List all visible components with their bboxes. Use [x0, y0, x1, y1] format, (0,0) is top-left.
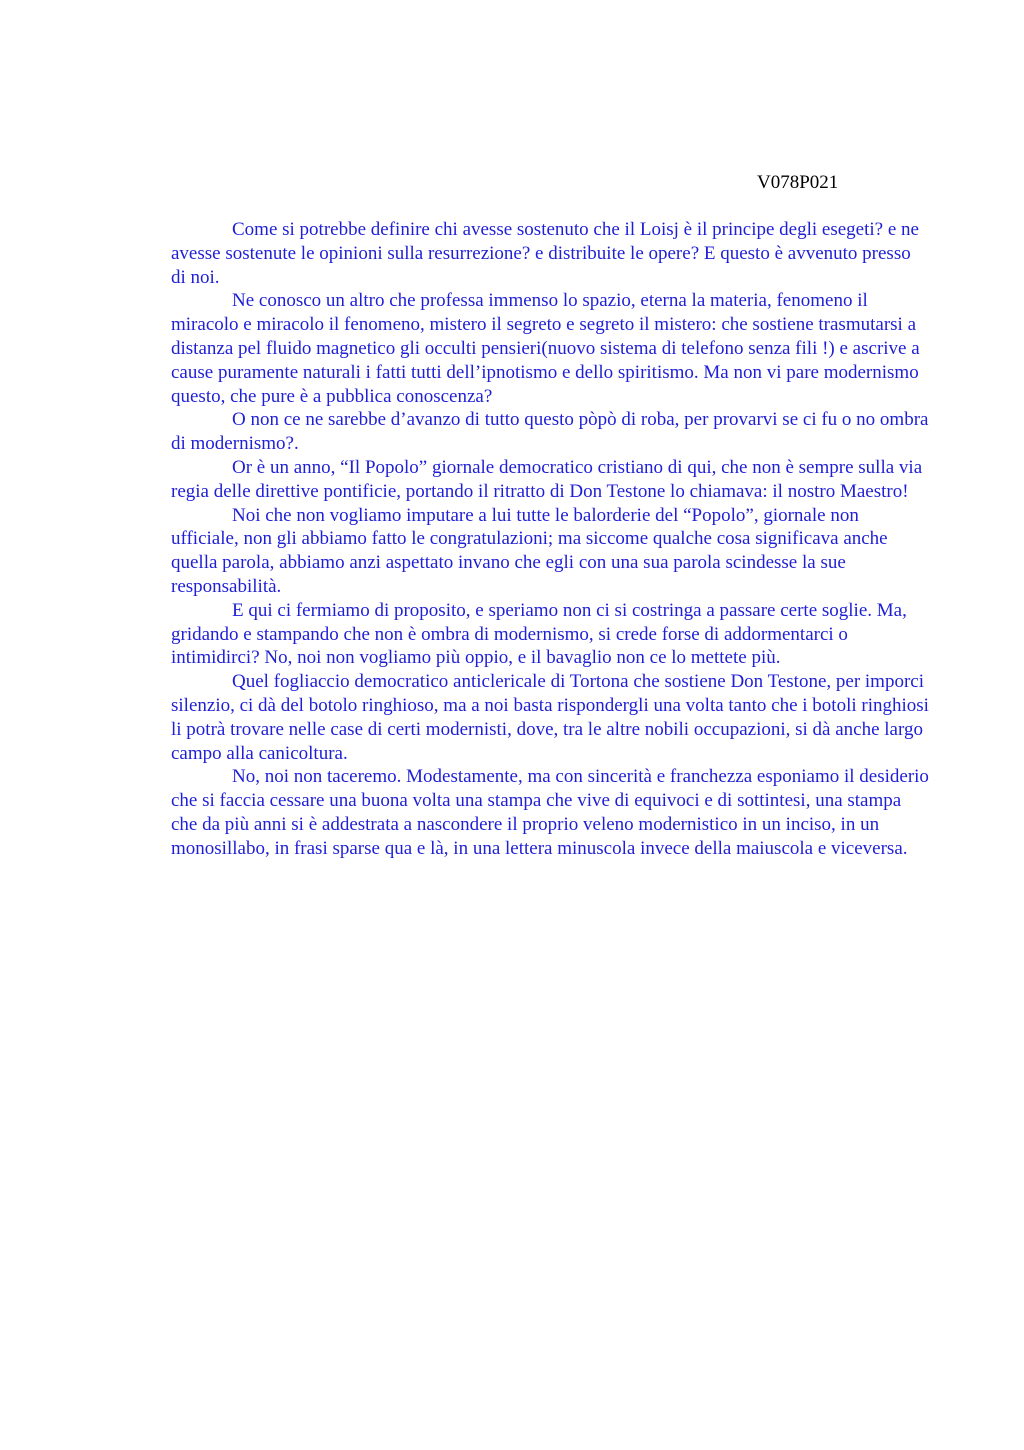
paragraph: Or è un anno, “Il Popolo” giornale democratico cristiano di qui, che non è sempre sulla via regia delle direttive pontificie, portando il ritratto di Don Testone lo chiamava: il nostro Maestro!	[171, 456, 923, 502]
page-code: V078P021	[757, 172, 839, 193]
paragraph: No, noi non taceremo. Modestamente, ma con sincerità e franchezza esponiamo il desiderio che si faccia cessare una buona volta una stampa che vive di equivoci e di sottintesi, una stampa che da più anni si è addestrata a nascondere il proprio veleno modernistico in un inciso, in un monosillabo, in frasi sparse qua e là, in una lettera minuscola invece della maiuscola e viceversa.	[171, 766, 929, 859]
paragraph: Noi che non vogliamo imputare a lui tutte le balorderie del “Popolo”, giornale non ufficiale, non gli abbiamo fatto le congratulazioni; ma siccome qualche cosa significava anche quella parola, abbiamo anzi aspettato invano che egli con una sua parola scindesse la sue responsabilità.	[171, 504, 888, 597]
paragraph: E qui ci fermiamo di proposito, e speriamo non ci si costringa a passare certe soglie. Ma, gridando e stampando che non è ombra di modernismo, si crede forse di addormentarci o intimidirci? No, noi non vogliamo più oppio, e il bavaglio non ce lo mettete più.	[171, 599, 907, 669]
paragraph: Quel fogliaccio democratico anticlericale di Tortona che sostiene Don Testone, per imporci silenzio, ci dà del botolo ringhioso, ma a noi basta rispondergli una volta tanto che i botoli ringhiosi li potrà trovare nelle case di certi modernisti, dove, tra le altre nobili occupazioni, si dà anche largo campo alla canicoltura.	[171, 671, 929, 764]
body-text	[171, 218, 930, 861]
paragraph: Ne conosco un altro che professa immenso lo spazio, eterna la materia, fenomeno il miracolo e miracolo il fenomeno, mistero il segreto e segreto il mistero: che sostiene trasmutarsi a distanza pel fluido magnetico gli occulti pensieri(nuovo sistema di telefono senza fili !) e ascrive a cause puramente naturali i fatti tutti dell’ipnotismo e dello spiritismo. Ma non vi pare modernismo questo, che pure è a pubblica conoscenza?	[171, 290, 920, 407]
paragraph: O non ce ne sarebbe d’avanzo di tutto questo pòpò di roba, per provarvi se ci fu o no ombra di modernismo?.	[171, 409, 929, 455]
paragraph: Come si potrebbe definire chi avesse sostenuto che il Loisj è il principe degli esegeti? e ne avesse sostenute le opinioni sulla resurrezione? e distribuite le opere? E questo è avvenuto presso di noi.	[171, 219, 919, 288]
